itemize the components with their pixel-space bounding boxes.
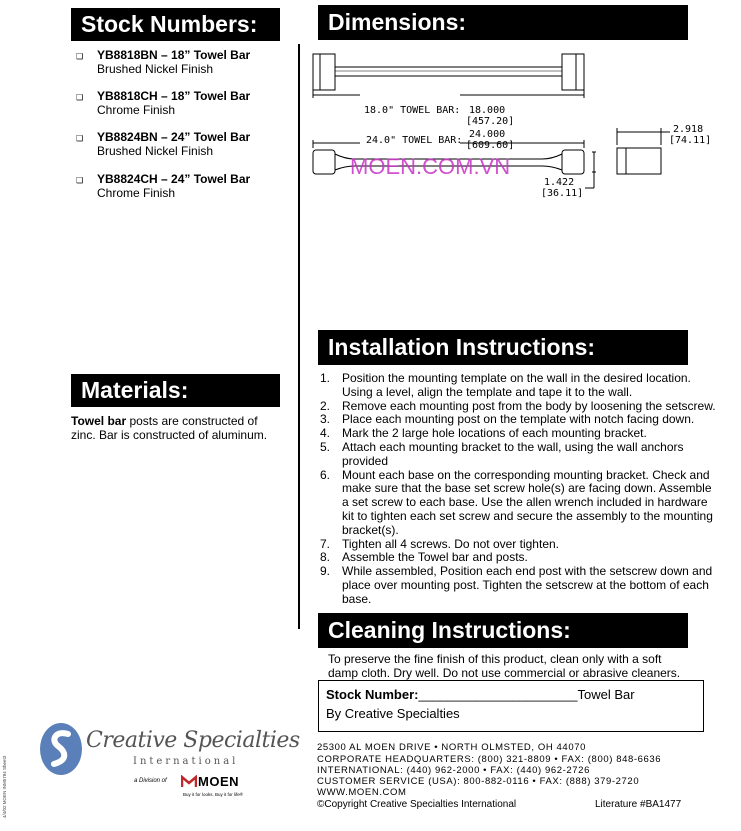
list-item (320, 469, 720, 538)
stock-number-label: Stock Number: (326, 687, 419, 702)
dim-24-mm: [609.60] (466, 140, 515, 151)
dim-diameter-mm: [36.11] (541, 188, 584, 199)
step-line: a set screw to each base. Use the allen wrench included in hardware (342, 495, 708, 510)
list-item (320, 400, 720, 414)
footer-address: 25300 AL MOEN DRIVE • NORTH OLMSTED, OH 44070 (317, 742, 586, 753)
materials-heading (71, 374, 280, 407)
step-line: Remove each mounting post from the body by loosening the setscrew. (342, 398, 716, 413)
step-line: Using a level, align the template and tape it to the wall. (342, 384, 633, 399)
logo-division: a Division of (134, 778, 167, 784)
step-number: 3. (320, 412, 331, 427)
dimensions-heading (318, 5, 688, 40)
logo-moen: MOEN (198, 774, 239, 789)
list-item (320, 565, 720, 606)
step-number: 9. (320, 564, 331, 579)
side-code: 4/4/02 MOEN INM5784 Sheet3 (2, 755, 7, 818)
footer-copyright: ©Copyright Creative Specialties International (317, 799, 517, 810)
stock-finish: Chrome Finish (97, 103, 176, 117)
materials-heading-text: Materials: (81, 377, 189, 403)
dim-18-inches: 18.000 (469, 105, 506, 116)
stock-finish: Chrome Finish (97, 186, 176, 200)
footer-international: INTERNATIONAL: (440) 962-2000 • FAX: (440) 962-2726 (317, 765, 590, 776)
footer-hq: CORPORATE HEADQUARTERS: (800) 321-8809 • FAX: (800) 848-6636 (317, 754, 662, 765)
checkbox-bullet-icon: ❑ (76, 176, 84, 185)
cleaning-text (328, 652, 680, 680)
list-item (320, 538, 720, 552)
footer-customer-service: CUSTOMER SERVICE (USA): 800-882-0116 • FAX: (888) 379-2720 (317, 776, 640, 787)
dim-18-mm: [457.20] (466, 116, 515, 127)
creative-specialties-logo (38, 720, 300, 810)
stock-number-suffix: Towel Bar (577, 687, 635, 702)
step-number: 6. (320, 467, 331, 482)
logo-sub: International (133, 756, 239, 767)
stock-finish: Brushed Nickel Finish (97, 144, 214, 158)
logo-tagline: Buy it for looks. Buy it for life® (183, 792, 244, 797)
watermark: MOEN.COM.VN (350, 154, 511, 179)
cleaning-heading (318, 613, 688, 648)
list-item (320, 441, 720, 469)
step-line: make sure that the base set screw hole(s) are facing down. Assemble (342, 481, 712, 496)
stock-number-by: By Creative Specialties (326, 706, 460, 721)
dim-diameter-inches: 1.422 (544, 177, 575, 188)
step-line: bracket(s). (342, 522, 399, 537)
step-line: Mark the 2 large hole locations of each mounting bracket. (342, 426, 647, 441)
list-item (320, 413, 720, 427)
materials-text (71, 414, 267, 442)
stock-number-box (318, 680, 704, 732)
stock-code: YB8818CH – 18” Towel Bar (97, 89, 251, 103)
step-number: 4. (320, 426, 331, 441)
stock-numbers-heading (71, 8, 280, 41)
checkbox-bullet-icon: ❑ (76, 134, 84, 143)
checkbox-bullet-icon: ❑ (76, 52, 84, 61)
list-item (320, 427, 720, 441)
cs-swirl-icon (38, 720, 84, 778)
cleaning-line-1: To preserve the fine finish of this product, clean only with a soft (328, 652, 662, 666)
materials-bold-lead: Towel bar (71, 414, 127, 428)
installation-heading-text: Installation Instructions: (328, 334, 596, 360)
list-item (320, 551, 720, 565)
installation-steps (320, 372, 720, 607)
step-line: base. (342, 591, 372, 606)
logo-name: Creative Specialties (86, 728, 300, 753)
step-line: Place each mounting post on the template with notch facing down. (342, 412, 695, 427)
stock-finish: Brushed Nickel Finish (97, 62, 214, 76)
stock-code: YB8818BN – 18” Towel Bar (97, 48, 251, 62)
list-item (320, 372, 720, 400)
cleaning-line-2: damp cloth. Dry well. Do not use commercial or abrasive cleaners. (328, 666, 681, 680)
step-number: 5. (320, 439, 331, 454)
moen-logo-icon (181, 775, 197, 788)
footer-literature: Literature #BA1477 (595, 799, 682, 810)
stock-number-blank: ______________________ (418, 687, 578, 702)
materials-line-1-rest: posts are constructed of (126, 414, 258, 428)
cleaning-heading-text: Cleaning Instructions: (328, 617, 571, 643)
step-number: 2. (320, 398, 331, 413)
step-line: provided (342, 453, 389, 468)
step-line: Attach each mounting bracket to the wall, using the wall anchors (342, 439, 684, 454)
step-number: 1. (320, 371, 331, 385)
stock-code: YB8824CH – 24” Towel Bar (97, 172, 251, 186)
dim-18-label: 18.0" TOWEL BAR: (364, 105, 461, 116)
dim-24-inches: 24.000 (469, 129, 506, 140)
stock-code: YB8824BN – 24” Towel Bar (97, 130, 251, 144)
materials-line-2: zinc. Bar is constructed of aluminum. (71, 428, 268, 442)
checkbox-bullet-icon: ❑ (76, 93, 84, 102)
step-line: Mount each base on the corresponding mounting bracket. Check and (342, 467, 710, 482)
stock-numbers-heading-text: Stock Numbers: (81, 11, 258, 37)
dimensions-heading-text: Dimensions: (328, 9, 467, 35)
step-line: While assembled, Position each end post with the setscrew down and (342, 564, 713, 579)
step-line: place over mounting post. Tighten the setscrew at the bottom of each (342, 577, 709, 592)
step-line: Tighten all 4 screws. Do not over tighten. (342, 536, 559, 551)
dim-depth-mm: [74.11] (669, 135, 712, 146)
installation-heading (318, 330, 688, 365)
step-line: Position the mounting template on the wall in the desired location. (342, 371, 691, 385)
dim-depth-inches: 2.918 (673, 124, 704, 135)
materials-line-1 (71, 414, 267, 428)
step-line: Assemble the Towel bar and posts. (342, 550, 528, 565)
stock-number-line (326, 687, 635, 702)
step-line: kit to tighten each set screw and secure the assembly to the mounting (342, 508, 713, 523)
step-number: 8. (320, 550, 331, 565)
dim-24-label: 24.0" TOWEL BAR: (366, 135, 463, 146)
step-number: 7. (320, 536, 331, 551)
footer-website: WWW.MOEN.COM (317, 787, 407, 798)
